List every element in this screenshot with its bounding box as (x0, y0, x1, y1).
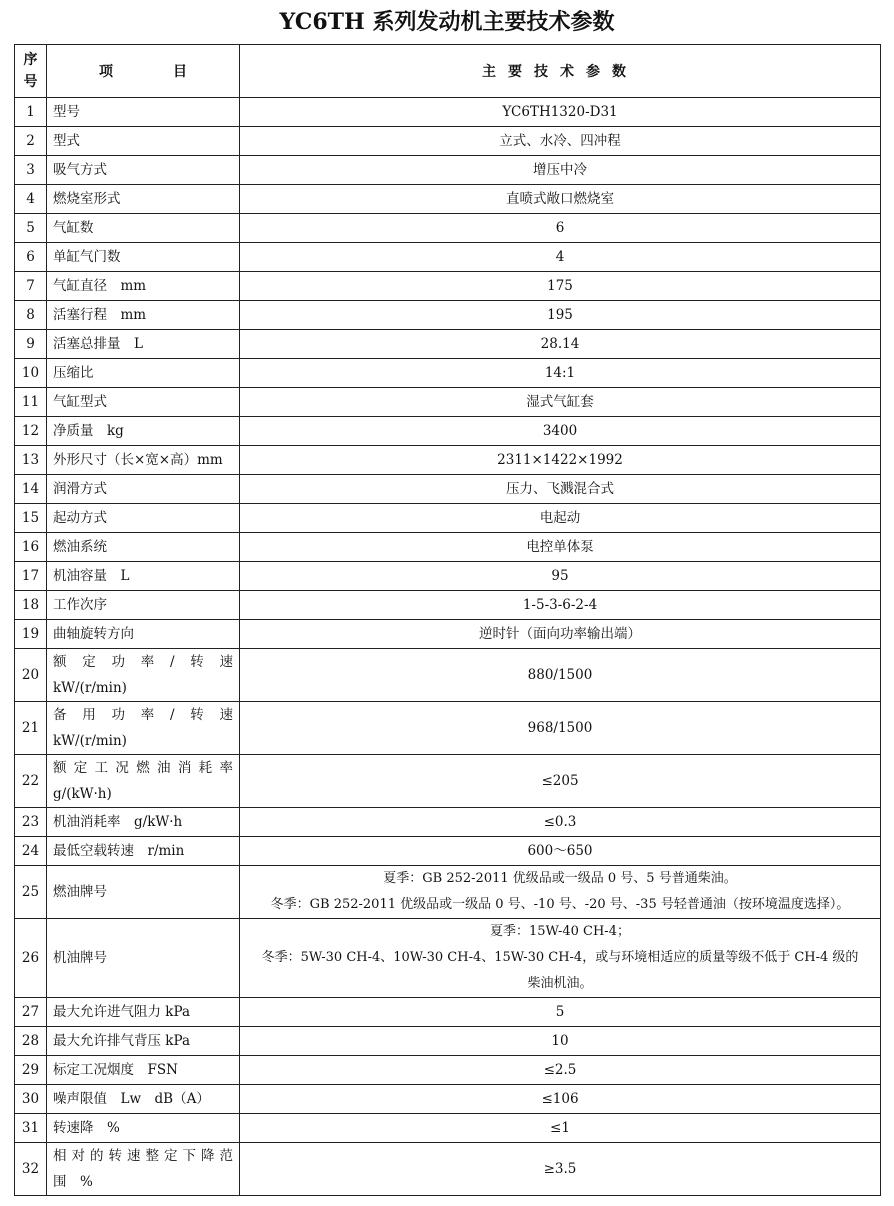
table-row (15, 388, 881, 417)
row-value-line: 6 (555, 220, 565, 236)
row-index: 19 (15, 620, 47, 649)
row-index: 32 (15, 1143, 47, 1196)
row-value-line: ≤1 (550, 1120, 570, 1136)
row-index: 29 (15, 1056, 47, 1085)
row-value-line: 968/1500 (527, 720, 593, 736)
table-row (15, 127, 881, 156)
table-header (15, 45, 881, 98)
row-value (240, 504, 881, 533)
row-item (47, 837, 240, 866)
row-index: 23 (15, 808, 47, 837)
header-item-part2: 目 (173, 64, 187, 80)
table-row (15, 1114, 881, 1143)
row-value (240, 1085, 881, 1114)
row-value-line: 冬季：5W-30 CH-4、10W-30 CH-4、15W-30 CH-4，或与环境相适应的质量等级不低于 CH-4 级的 (261, 950, 859, 965)
row-item-line: 净质量 kg (53, 423, 124, 439)
row-item-line: 工作次序 (53, 597, 107, 613)
row-item (47, 1027, 240, 1056)
row-index: 12 (15, 417, 47, 446)
row-index: 6 (15, 243, 47, 272)
row-item (47, 214, 240, 243)
row-value (240, 919, 881, 998)
row-value-line: 10 (551, 1033, 569, 1049)
row-item-line: 气缸直径 mm (53, 278, 147, 294)
row-item-line: 额定工况燃油消耗率 (53, 760, 233, 776)
row-item (47, 808, 240, 837)
row-index: 7 (15, 272, 47, 301)
row-value-line: 3400 (542, 423, 578, 439)
table-row (15, 533, 881, 562)
row-value (240, 837, 881, 866)
row-item-line: 型号 (53, 104, 80, 120)
row-item (47, 359, 240, 388)
row-value (240, 417, 881, 446)
header-index-line2: 号 (23, 74, 38, 90)
row-value (240, 98, 881, 127)
row-value-line: 14:1 (544, 365, 576, 381)
row-item-line: 机油容量 L (53, 568, 130, 584)
row-item-line: g/(kW·h) (53, 786, 112, 802)
row-index: 31 (15, 1114, 47, 1143)
row-item (47, 127, 240, 156)
table-row (15, 755, 881, 808)
row-item-line: kW/(r/min) (53, 680, 127, 696)
row-value (240, 591, 881, 620)
row-value-line: 电起动 (539, 510, 581, 526)
row-index: 2 (15, 127, 47, 156)
row-item (47, 591, 240, 620)
row-value (240, 359, 881, 388)
table-row (15, 998, 881, 1027)
row-item (47, 446, 240, 475)
row-item-line: 活塞行程 mm (53, 307, 147, 323)
table-row (15, 1027, 881, 1056)
row-value-line: 逆时针（面向功率输出端） (479, 626, 641, 642)
row-index: 14 (15, 475, 47, 504)
table-row (15, 1056, 881, 1085)
row-value-line: 电控单体泵 (526, 539, 594, 555)
row-item (47, 998, 240, 1027)
row-item-line: 围 % (53, 1174, 93, 1190)
row-item-line: 外形尺寸（长×宽×高）mm (53, 452, 223, 468)
row-item (47, 330, 240, 359)
table-row (15, 919, 881, 998)
row-item (47, 562, 240, 591)
row-item (47, 156, 240, 185)
row-item (47, 919, 240, 998)
row-value (240, 1143, 881, 1196)
row-index: 28 (15, 1027, 47, 1056)
row-item (47, 243, 240, 272)
row-item (47, 272, 240, 301)
row-value (240, 475, 881, 504)
table-row (15, 301, 881, 330)
row-index: 10 (15, 359, 47, 388)
row-value-line: ≤0.3 (543, 814, 577, 830)
row-value-line: 880/1500 (527, 667, 593, 683)
row-item-line: 最大允许进气阻力 kPa (53, 1004, 190, 1020)
row-item-line: 气缸数 (53, 220, 94, 236)
row-index: 15 (15, 504, 47, 533)
row-value (240, 127, 881, 156)
row-value (240, 562, 881, 591)
row-value-line: 600～650 (527, 843, 593, 859)
row-index: 21 (15, 702, 47, 755)
row-index: 17 (15, 562, 47, 591)
row-value (240, 649, 881, 702)
row-index: 5 (15, 214, 47, 243)
row-index: 25 (15, 866, 47, 919)
row-value-line: 增压中冷 (533, 162, 587, 178)
row-item-line: 燃烧室形式 (53, 191, 121, 207)
row-value-line: 4 (555, 249, 565, 265)
row-item (47, 301, 240, 330)
row-value-line: ≥3.5 (543, 1161, 577, 1177)
row-value (240, 533, 881, 562)
row-index: 3 (15, 156, 47, 185)
row-index: 30 (15, 1085, 47, 1114)
row-value-line: 夏季：15W-40 CH-4； (490, 924, 630, 939)
row-item-line: 转速降 % (53, 1120, 120, 1136)
row-value (240, 301, 881, 330)
row-value-line: 冬季：GB 252-2011 优级品或一级品 0 号、-10 号、-20 号、-35 号轻普通油（按环境温度选择）。 (270, 897, 850, 912)
table-row (15, 185, 881, 214)
row-index: 4 (15, 185, 47, 214)
row-index: 20 (15, 649, 47, 702)
row-index: 16 (15, 533, 47, 562)
row-item-line: 单缸气门数 (53, 249, 121, 265)
row-item-line: 机油消耗率 g/kW·h (53, 814, 183, 830)
table-row (15, 702, 881, 755)
row-value (240, 185, 881, 214)
row-value-line: 柴油机油。 (527, 976, 593, 991)
row-value-line: 5 (555, 1004, 565, 1020)
row-item (47, 475, 240, 504)
header-index (15, 45, 47, 98)
row-item-line: 型式 (53, 133, 80, 149)
row-item-line: 起动方式 (53, 510, 107, 526)
row-value-line: 湿式气缸套 (526, 394, 594, 410)
row-item (47, 504, 240, 533)
table-row (15, 359, 881, 388)
row-value-line: 1-5-3-6-2-4 (522, 597, 598, 613)
row-value-line: 压力、飞溅混合式 (506, 481, 614, 497)
row-value-line: ≤106 (541, 1091, 579, 1107)
table-row (15, 620, 881, 649)
row-item (47, 1143, 240, 1196)
row-value-line: 直喷式敞口燃烧室 (506, 191, 614, 207)
row-item-line: 备用功率/转速 (53, 707, 233, 723)
row-value (240, 243, 881, 272)
row-value (240, 330, 881, 359)
row-index: 9 (15, 330, 47, 359)
row-item-line: 额定功率/转速 (53, 654, 233, 670)
row-index: 27 (15, 998, 47, 1027)
row-value-line: ≤205 (541, 773, 579, 789)
header-value: 主要技术参数 (240, 45, 881, 98)
table-row (15, 156, 881, 185)
row-value (240, 1027, 881, 1056)
table-row (15, 562, 881, 591)
row-item (47, 620, 240, 649)
header-item-part1: 项 (99, 64, 113, 80)
row-value-line: 夏季：GB 252-2011 优级品或一级品 0 号、5 号普通柴油。 (383, 871, 737, 886)
row-item-line: 燃油系统 (53, 539, 107, 555)
row-index: 13 (15, 446, 47, 475)
row-item (47, 649, 240, 702)
row-value (240, 998, 881, 1027)
row-value-line: 立式、水冷、四冲程 (499, 133, 621, 149)
row-value (240, 446, 881, 475)
row-value-line: 175 (547, 278, 573, 294)
row-value (240, 214, 881, 243)
row-item-line: 标定工况烟度 FSN (53, 1062, 178, 1078)
row-item-line: 最大允许排气背压 kPa (53, 1033, 190, 1049)
row-value (240, 1114, 881, 1143)
row-value-line: ≤2.5 (543, 1062, 577, 1078)
row-index: 22 (15, 755, 47, 808)
row-value (240, 620, 881, 649)
page-title: YC6TH 系列发动机主要技术参数 (279, 9, 615, 35)
table-row (15, 417, 881, 446)
row-index: 24 (15, 837, 47, 866)
row-item-line: 最低空载转速 r/min (53, 843, 185, 859)
row-value (240, 702, 881, 755)
table-row (15, 243, 881, 272)
row-item-line: 机油牌号 (53, 950, 107, 966)
row-value-line: YC6TH1320-D31 (502, 104, 618, 120)
header-item (47, 45, 240, 98)
row-value (240, 866, 881, 919)
row-index: 8 (15, 301, 47, 330)
row-value (240, 156, 881, 185)
row-value (240, 388, 881, 417)
table-body (15, 98, 881, 1196)
row-item (47, 702, 240, 755)
row-item (47, 1114, 240, 1143)
table-row (15, 1085, 881, 1114)
row-item-line: 润滑方式 (53, 481, 107, 497)
table-row (15, 591, 881, 620)
row-value (240, 808, 881, 837)
row-item-line: kW/(r/min) (53, 733, 127, 749)
table-row (15, 808, 881, 837)
table-row (15, 446, 881, 475)
row-item-line: 气缸型式 (53, 394, 107, 410)
row-item (47, 98, 240, 127)
row-item-line: 相对的转速整定下降范 (53, 1148, 233, 1164)
row-item (47, 1056, 240, 1085)
row-item-line: 活塞总排量 L (53, 336, 143, 352)
row-item (47, 866, 240, 919)
row-item-line: 燃油牌号 (53, 884, 107, 900)
row-value-line: 195 (547, 307, 573, 323)
row-item (47, 388, 240, 417)
row-item (47, 533, 240, 562)
row-value-line: 2311×1422×1992 (497, 452, 623, 468)
table-row (15, 330, 881, 359)
row-index: 18 (15, 591, 47, 620)
table-row (15, 649, 881, 702)
table-row (15, 98, 881, 127)
row-value-line: 95 (551, 568, 569, 584)
row-item-line: 压缩比 (53, 365, 94, 381)
row-item (47, 417, 240, 446)
row-item (47, 755, 240, 808)
header-index-line1: 序 (23, 52, 38, 68)
table-row (15, 1143, 881, 1196)
table-row (15, 475, 881, 504)
row-index: 26 (15, 919, 47, 998)
row-item-line: 曲轴旋转方向 (53, 626, 134, 642)
row-item (47, 185, 240, 214)
row-value (240, 272, 881, 301)
row-value (240, 1056, 881, 1085)
row-item-line: 吸气方式 (53, 162, 107, 178)
table-row (15, 272, 881, 301)
table-row (15, 866, 881, 919)
row-index: 1 (15, 98, 47, 127)
row-value-line: 28.14 (540, 336, 580, 352)
table-row (15, 837, 881, 866)
row-index: 11 (15, 388, 47, 417)
table-row (15, 504, 881, 533)
row-item-line: 噪声限值 Lw dB（A） (53, 1091, 210, 1107)
row-item (47, 1085, 240, 1114)
table-row (15, 214, 881, 243)
row-value (240, 755, 881, 808)
spec-table (14, 44, 881, 1196)
